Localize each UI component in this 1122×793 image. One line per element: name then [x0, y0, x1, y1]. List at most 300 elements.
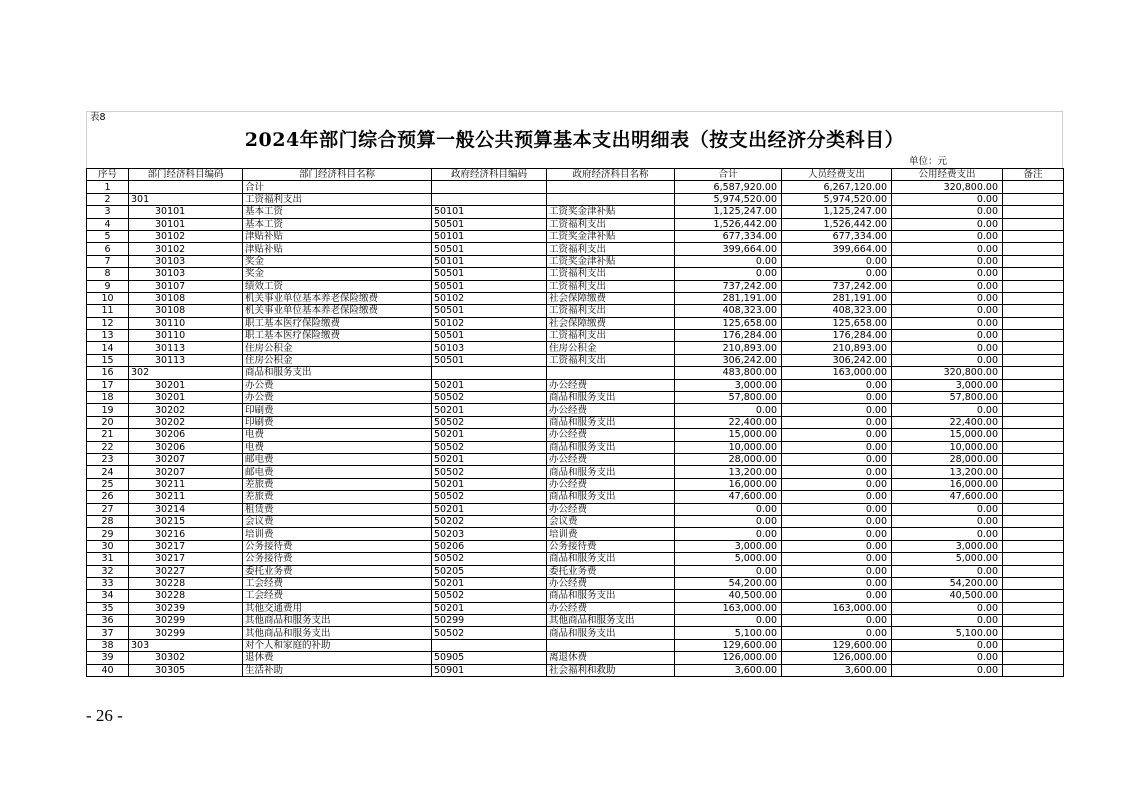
cell-gov-code: 50206	[432, 540, 547, 552]
table-row	[87, 453, 1064, 465]
cell-total: 677,334.00	[675, 230, 782, 242]
table-row	[87, 354, 1064, 366]
cell-note	[1003, 627, 1064, 639]
table-row	[87, 615, 1064, 627]
cell-gov-code: 50201	[432, 429, 547, 441]
cell-total: 5,000.00	[675, 553, 782, 565]
cell-public: 320,800.00	[892, 181, 1003, 193]
cell-dept-code: 301	[129, 193, 243, 205]
cell-public: 0.00	[892, 330, 1003, 342]
cell-gov-code: 50201	[432, 379, 547, 391]
cell-gov-code: 50502	[432, 392, 547, 404]
cell-note	[1003, 540, 1064, 552]
cell-gov-code	[432, 181, 547, 193]
cell-dept-code: 30101	[129, 218, 243, 230]
header-note: 备注	[1003, 169, 1064, 181]
cell-gov-name: 工资福利支出	[547, 330, 675, 342]
cell-gov-name: 商品和服务支出	[547, 553, 675, 565]
cell-public: 0.00	[892, 317, 1003, 329]
cell-dept-code: 30201	[129, 392, 243, 404]
cell-gov-name: 工资福利支出	[547, 280, 675, 292]
table-row	[87, 342, 1064, 354]
cell-total: 22,400.00	[675, 416, 782, 428]
cell-total: 1,125,247.00	[675, 206, 782, 218]
cell-dept-code: 30211	[129, 478, 243, 490]
cell-no: 12	[87, 317, 129, 329]
cell-dept-name: 职工基本医疗保险缴费	[243, 317, 432, 329]
cell-gov-name: 商品和服务支出	[547, 441, 675, 453]
cell-gov-code: 50905	[432, 652, 547, 664]
cell-gov-name: 商品和服务支出	[547, 590, 675, 602]
cell-no: 13	[87, 330, 129, 342]
cell-gov-code: 50201	[432, 478, 547, 490]
cell-note	[1003, 404, 1064, 416]
cell-dept-code: 30227	[129, 565, 243, 577]
cell-personnel: 0.00	[782, 379, 892, 391]
cell-total: 1,526,442.00	[675, 218, 782, 230]
cell-total: 408,323.00	[675, 305, 782, 317]
table-row	[87, 602, 1064, 614]
cell-gov-code: 50103	[432, 342, 547, 354]
table-row	[87, 503, 1064, 515]
cell-no: 5	[87, 230, 129, 242]
cell-dept-name: 机关事业单位基本养老保险缴费	[243, 305, 432, 317]
cell-dept-name: 退休费	[243, 652, 432, 664]
cell-gov-code: 50901	[432, 664, 547, 676]
cell-note	[1003, 590, 1064, 602]
table-row	[87, 330, 1064, 342]
unit-label: 单位：元	[909, 156, 948, 167]
cell-no: 26	[87, 491, 129, 503]
cell-no: 23	[87, 453, 129, 465]
cell-note	[1003, 429, 1064, 441]
cell-personnel: 0.00	[782, 528, 892, 540]
cell-total: 125,658.00	[675, 317, 782, 329]
cell-dept-name: 会议费	[243, 515, 432, 527]
cell-personnel: 0.00	[782, 453, 892, 465]
cell-public: 0.00	[892, 243, 1003, 255]
header-gov-name: 政府经济科目名称	[547, 169, 675, 181]
cell-gov-code: 50202	[432, 515, 547, 527]
cell-dept-name: 基本工资	[243, 206, 432, 218]
cell-gov-name: 会议费	[547, 515, 675, 527]
table-row	[87, 230, 1064, 242]
cell-gov-code	[432, 193, 547, 205]
cell-no: 33	[87, 577, 129, 589]
cell-dept-code: 30202	[129, 416, 243, 428]
cell-public: 28,000.00	[892, 453, 1003, 465]
cell-personnel: 0.00	[782, 441, 892, 453]
cell-personnel: 0.00	[782, 590, 892, 602]
cell-dept-code: 30102	[129, 230, 243, 242]
table-row	[87, 243, 1064, 255]
cell-no: 4	[87, 218, 129, 230]
table-row	[87, 664, 1064, 676]
cell-public: 22,400.00	[892, 416, 1003, 428]
cell-no: 37	[87, 627, 129, 639]
cell-note	[1003, 181, 1064, 193]
cell-gov-code: 50502	[432, 416, 547, 428]
cell-dept-code: 30228	[129, 590, 243, 602]
cell-note	[1003, 652, 1064, 664]
table-row	[87, 652, 1064, 664]
cell-dept-code: 30211	[129, 491, 243, 503]
cell-personnel: 0.00	[782, 553, 892, 565]
cell-gov-code: 50502	[432, 627, 547, 639]
cell-dept-code: 30299	[129, 615, 243, 627]
cell-personnel: 399,664.00	[782, 243, 892, 255]
cell-gov-name: 委托业务费	[547, 565, 675, 577]
cell-note	[1003, 478, 1064, 490]
header-gov-code: 政府经济科目编码	[432, 169, 547, 181]
cell-gov-name: 社会保障缴费	[547, 317, 675, 329]
table-row	[87, 429, 1064, 441]
cell-note	[1003, 491, 1064, 503]
cell-dept-name: 公务接待费	[243, 553, 432, 565]
cell-dept-name: 津贴补贴	[243, 243, 432, 255]
cell-total: 176,284.00	[675, 330, 782, 342]
cell-dept-name: 津贴补贴	[243, 230, 432, 242]
cell-dept-code: 30103	[129, 268, 243, 280]
cell-gov-code: 50299	[432, 615, 547, 627]
cell-note	[1003, 577, 1064, 589]
cell-personnel: 677,334.00	[782, 230, 892, 242]
cell-dept-name: 奖金	[243, 268, 432, 280]
cell-personnel: 0.00	[782, 429, 892, 441]
cell-personnel: 126,000.00	[782, 652, 892, 664]
table-row	[87, 206, 1064, 218]
cell-no: 40	[87, 664, 129, 676]
cell-no: 29	[87, 528, 129, 540]
cell-no: 28	[87, 515, 129, 527]
cell-note	[1003, 317, 1064, 329]
cell-note	[1003, 280, 1064, 292]
cell-note	[1003, 466, 1064, 478]
cell-dept-code: 30113	[129, 354, 243, 366]
cell-dept-name: 印刷费	[243, 404, 432, 416]
cell-no: 31	[87, 553, 129, 565]
cell-gov-code: 50502	[432, 466, 547, 478]
cell-dept-code: 30102	[129, 243, 243, 255]
cell-total: 129,600.00	[675, 639, 782, 651]
cell-total: 5,100.00	[675, 627, 782, 639]
cell-public: 0.00	[892, 565, 1003, 577]
cell-dept-code: 30217	[129, 553, 243, 565]
header-dept-code: 部门经济科目编码	[129, 169, 243, 181]
table-header-row	[87, 169, 1064, 181]
cell-public: 5,100.00	[892, 627, 1003, 639]
header-no: 序号	[87, 169, 129, 181]
cell-total: 483,800.00	[675, 367, 782, 379]
cell-public: 0.00	[892, 664, 1003, 676]
cell-dept-name: 委托业务费	[243, 565, 432, 577]
cell-personnel: 163,000.00	[782, 367, 892, 379]
budget-sheet	[86, 111, 1063, 677]
cell-dept-name: 其他交通费用	[243, 602, 432, 614]
cell-gov-name: 商品和服务支出	[547, 416, 675, 428]
cell-dept-code: 30107	[129, 280, 243, 292]
cell-note	[1003, 379, 1064, 391]
cell-note	[1003, 354, 1064, 366]
cell-total: 0.00	[675, 565, 782, 577]
cell-total: 0.00	[675, 255, 782, 267]
table-row	[87, 280, 1064, 292]
cell-gov-name: 办公经费	[547, 503, 675, 515]
cell-gov-name: 社会福利和救助	[547, 664, 675, 676]
cell-dept-name: 邮电费	[243, 453, 432, 465]
cell-public: 320,800.00	[892, 367, 1003, 379]
cell-no: 8	[87, 268, 129, 280]
cell-personnel: 0.00	[782, 255, 892, 267]
cell-gov-code: 50502	[432, 441, 547, 453]
table-body	[87, 181, 1064, 677]
cell-dept-name: 住房公积金	[243, 342, 432, 354]
cell-total: 281,191.00	[675, 292, 782, 304]
cell-gov-code: 50102	[432, 317, 547, 329]
cell-no: 24	[87, 466, 129, 478]
cell-no: 27	[87, 503, 129, 515]
cell-total: 3,000.00	[675, 540, 782, 552]
cell-personnel: 0.00	[782, 515, 892, 527]
cell-gov-name: 工资奖金津补贴	[547, 255, 675, 267]
table-row	[87, 540, 1064, 552]
cell-gov-name: 办公经费	[547, 577, 675, 589]
cell-dept-name: 印刷费	[243, 416, 432, 428]
cell-dept-name: 其他商品和服务支出	[243, 627, 432, 639]
cell-public: 0.00	[892, 503, 1003, 515]
table-row	[87, 491, 1064, 503]
cell-no: 9	[87, 280, 129, 292]
cell-dept-code: 30207	[129, 453, 243, 465]
cell-gov-name: 办公经费	[547, 453, 675, 465]
cell-public: 0.00	[892, 652, 1003, 664]
table-row	[87, 379, 1064, 391]
cell-no: 22	[87, 441, 129, 453]
cell-note	[1003, 268, 1064, 280]
cell-dept-name: 工会经费	[243, 577, 432, 589]
cell-gov-code: 50501	[432, 354, 547, 366]
cell-gov-code: 50501	[432, 218, 547, 230]
cell-dept-code: 30239	[129, 602, 243, 614]
table-row	[87, 577, 1064, 589]
cell-dept-code	[129, 181, 243, 193]
cell-no: 10	[87, 292, 129, 304]
cell-no: 25	[87, 478, 129, 490]
cell-dept-name: 工资福利支出	[243, 193, 432, 205]
cell-dept-code: 30228	[129, 577, 243, 589]
cell-dept-name: 合计	[243, 181, 432, 193]
cell-note	[1003, 416, 1064, 428]
table-row	[87, 515, 1064, 527]
cell-note	[1003, 664, 1064, 676]
cell-gov-code: 50101	[432, 206, 547, 218]
cell-personnel: 306,242.00	[782, 354, 892, 366]
cell-public: 5,000.00	[892, 553, 1003, 565]
cell-no: 36	[87, 615, 129, 627]
cell-gov-code: 50501	[432, 268, 547, 280]
cell-no: 11	[87, 305, 129, 317]
table-row	[87, 255, 1064, 267]
cell-no: 1	[87, 181, 129, 193]
cell-dept-code: 30217	[129, 540, 243, 552]
cell-dept-name: 工会经费	[243, 590, 432, 602]
cell-note	[1003, 602, 1064, 614]
cell-total: 13,200.00	[675, 466, 782, 478]
cell-public: 10,000.00	[892, 441, 1003, 453]
cell-no: 6	[87, 243, 129, 255]
cell-gov-name: 办公经费	[547, 429, 675, 441]
cell-dept-name: 对个人和家庭的补助	[243, 639, 432, 651]
table-row	[87, 416, 1064, 428]
cell-gov-name: 办公经费	[547, 602, 675, 614]
cell-personnel: 3,600.00	[782, 664, 892, 676]
cell-gov-code: 50203	[432, 528, 547, 540]
cell-gov-name: 工资福利支出	[547, 243, 675, 255]
cell-gov-code: 50101	[432, 255, 547, 267]
cell-gov-name: 办公经费	[547, 478, 675, 490]
cell-dept-name: 奖金	[243, 255, 432, 267]
cell-no: 38	[87, 639, 129, 651]
cell-no: 14	[87, 342, 129, 354]
cell-gov-code: 50201	[432, 503, 547, 515]
cell-gov-code: 50205	[432, 565, 547, 577]
cell-total: 15,000.00	[675, 429, 782, 441]
sheet-tag: 表8	[86, 111, 1063, 124]
cell-total: 0.00	[675, 615, 782, 627]
cell-note	[1003, 503, 1064, 515]
header-total: 合计	[675, 169, 782, 181]
unit-row	[86, 156, 1063, 168]
cell-dept-code: 30201	[129, 379, 243, 391]
cell-personnel: 0.00	[782, 627, 892, 639]
cell-public: 0.00	[892, 528, 1003, 540]
cell-total: 40,500.00	[675, 590, 782, 602]
cell-personnel: 0.00	[782, 491, 892, 503]
cell-dept-name: 绩效工资	[243, 280, 432, 292]
cell-gov-code: 50201	[432, 602, 547, 614]
cell-dept-code: 30207	[129, 466, 243, 478]
cell-total: 54,200.00	[675, 577, 782, 589]
cell-total: 6,587,920.00	[675, 181, 782, 193]
cell-gov-name: 公务接待费	[547, 540, 675, 552]
cell-note	[1003, 292, 1064, 304]
cell-dept-name: 生活补助	[243, 664, 432, 676]
cell-dept-code: 30108	[129, 292, 243, 304]
cell-personnel: 737,242.00	[782, 280, 892, 292]
cell-public: 15,000.00	[892, 429, 1003, 441]
cell-gov-code: 50201	[432, 404, 547, 416]
cell-no: 3	[87, 206, 129, 218]
table-row	[87, 268, 1064, 280]
cell-no: 21	[87, 429, 129, 441]
cell-public: 16,000.00	[892, 478, 1003, 490]
cell-total: 57,800.00	[675, 392, 782, 404]
cell-dept-code: 30103	[129, 255, 243, 267]
cell-dept-name: 办公费	[243, 379, 432, 391]
cell-gov-name: 工资福利支出	[547, 354, 675, 366]
table-row	[87, 367, 1064, 379]
cell-gov-name: 商品和服务支出	[547, 491, 675, 503]
cell-gov-name: 工资奖金津补贴	[547, 206, 675, 218]
cell-total: 3,000.00	[675, 379, 782, 391]
cell-public: 0.00	[892, 602, 1003, 614]
cell-gov-code	[432, 639, 547, 651]
cell-note	[1003, 515, 1064, 527]
cell-personnel: 163,000.00	[782, 602, 892, 614]
cell-public: 0.00	[892, 515, 1003, 527]
cell-note	[1003, 330, 1064, 342]
cell-personnel: 0.00	[782, 503, 892, 515]
cell-total: 0.00	[675, 528, 782, 540]
table-row	[87, 565, 1064, 577]
cell-public: 3,000.00	[892, 379, 1003, 391]
table-row	[87, 317, 1064, 329]
cell-personnel: 0.00	[782, 615, 892, 627]
header-personnel: 人员经费支出	[782, 169, 892, 181]
cell-dept-code: 30202	[129, 404, 243, 416]
cell-gov-name	[547, 181, 675, 193]
cell-dept-code: 30215	[129, 515, 243, 527]
cell-total: 16,000.00	[675, 478, 782, 490]
cell-total: 47,600.00	[675, 491, 782, 503]
cell-public: 0.00	[892, 268, 1003, 280]
cell-public: 13,200.00	[892, 466, 1003, 478]
table-row	[87, 292, 1064, 304]
cell-public: 0.00	[892, 206, 1003, 218]
cell-no: 15	[87, 354, 129, 366]
cell-dept-code: 303	[129, 639, 243, 651]
cell-note	[1003, 392, 1064, 404]
page-number: - 26 -	[86, 706, 123, 725]
cell-dept-name: 公务接待费	[243, 540, 432, 552]
cell-total: 5,974,520.00	[675, 193, 782, 205]
cell-gov-name: 社会保障缴费	[547, 292, 675, 304]
cell-gov-name	[547, 193, 675, 205]
cell-note	[1003, 193, 1064, 205]
cell-dept-name: 电费	[243, 441, 432, 453]
cell-dept-code: 30110	[129, 317, 243, 329]
cell-public: 0.00	[892, 639, 1003, 651]
cell-no: 39	[87, 652, 129, 664]
cell-dept-code: 30108	[129, 305, 243, 317]
cell-dept-name: 租赁费	[243, 503, 432, 515]
cell-gov-code: 50201	[432, 577, 547, 589]
cell-public: 54,200.00	[892, 577, 1003, 589]
cell-personnel: 0.00	[782, 565, 892, 577]
cell-dept-code: 30214	[129, 503, 243, 515]
cell-public: 0.00	[892, 342, 1003, 354]
table-row	[87, 528, 1064, 540]
cell-personnel: 0.00	[782, 466, 892, 478]
cell-personnel: 5,974,520.00	[782, 193, 892, 205]
cell-dept-code: 30110	[129, 330, 243, 342]
cell-personnel: 0.00	[782, 416, 892, 428]
cell-personnel: 6,267,120.00	[782, 181, 892, 193]
cell-public: 0.00	[892, 280, 1003, 292]
cell-note	[1003, 553, 1064, 565]
cell-public: 0.00	[892, 292, 1003, 304]
cell-gov-name: 工资福利支出	[547, 268, 675, 280]
cell-public: 0.00	[892, 193, 1003, 205]
cell-total: 399,664.00	[675, 243, 782, 255]
cell-note	[1003, 230, 1064, 242]
cell-gov-code	[432, 367, 547, 379]
cell-public: 0.00	[892, 255, 1003, 267]
cell-total: 737,242.00	[675, 280, 782, 292]
cell-personnel: 0.00	[782, 392, 892, 404]
cell-personnel: 281,191.00	[782, 292, 892, 304]
table-row	[87, 627, 1064, 639]
